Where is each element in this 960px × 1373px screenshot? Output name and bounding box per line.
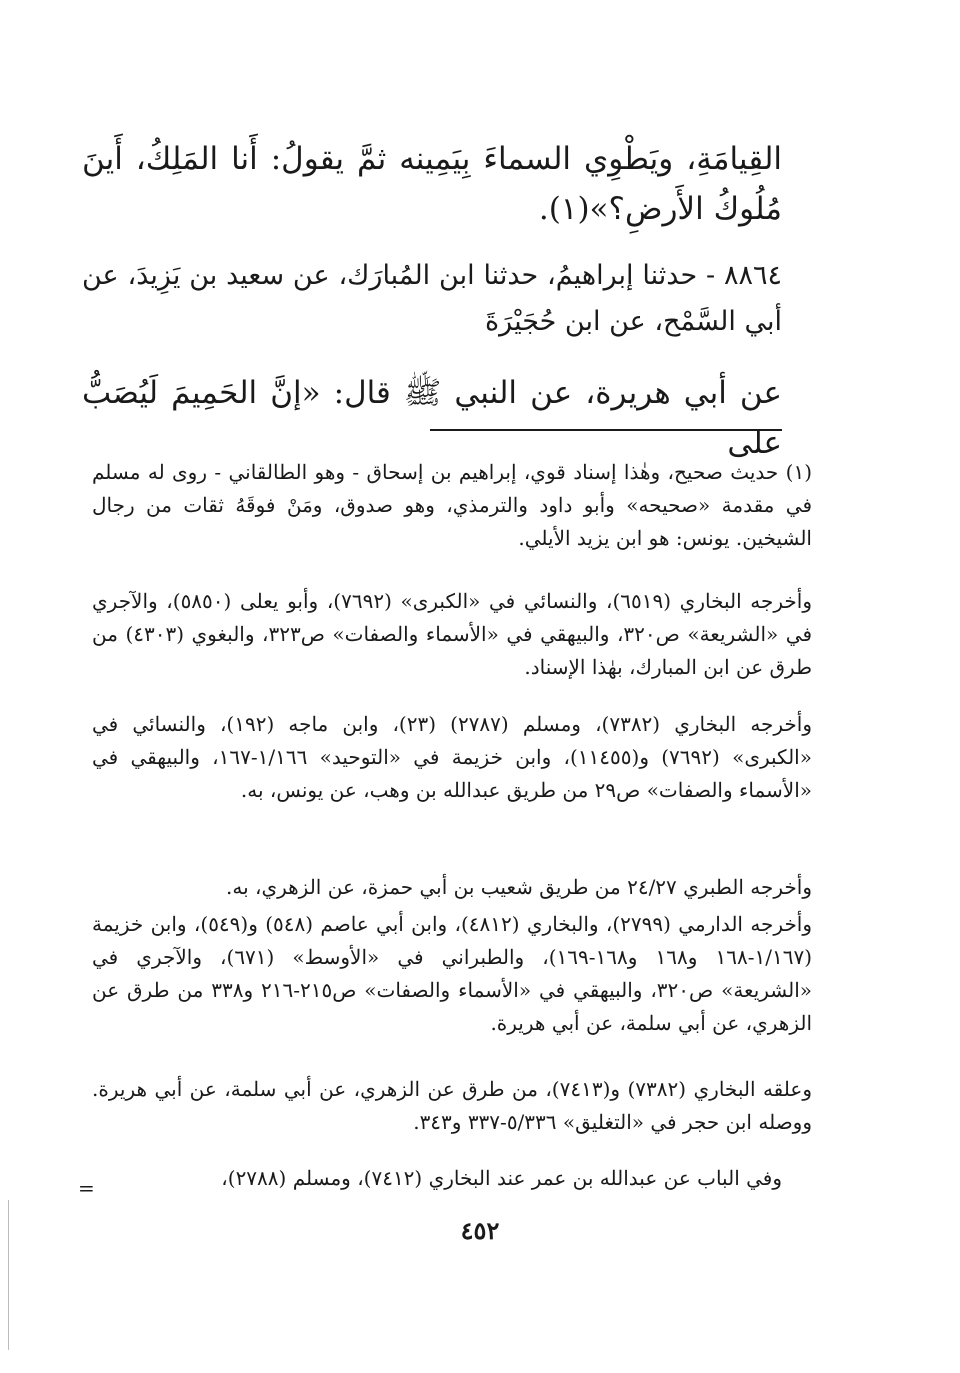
footnote-separator bbox=[430, 429, 782, 431]
continuation-mark: = bbox=[78, 1176, 95, 1200]
footnote-paragraph: وأخرجه الدارمي (٢٧٩٩)، والبخاري (٤٨١٢)، وابن أبي عاصم (٥٤٨) و(٥٤٩)، وابن خزيمة (١/١٦٧-١٦٨ و١٦٨ و١٦٨-١٦٩)، والطبراني في «الأوسط» (٦٧١)، والآجري في «الشريعة» ص٣٢٠، والبيهقي في «الأسماء والصفات» ص٢١٥-٢١٦ و٣٣٨ من طرق عن الزهري، عن أبي سلمة، عن أبي هريرة. bbox=[92, 912, 813, 1035]
footnote-paragraph: وأخرجه البخاري (٧٣٨٢)، ومسلم (٢٧٨٧) (٢٣)، وابن ماجه (١٩٢)، والنسائي في «الكبرى» (٧٦٩٢) و(١١٤٥٥)، وابن خزيمة في «التوحيد» ١/١٦٦-١٦٧، والبيهقي في «الأسماء والصفات» ص٢٩ من طريق عبدالله بن وهب، عن يونس، به. bbox=[92, 712, 813, 802]
page-edge-line bbox=[8, 1200, 9, 1350]
footnote-paragraph: وأخرجه البخاري (٦٥١٩)، والنسائي في «الكبرى» (٧٦٩٢)، وأبو يعلى (٥٨٥٠)، والآجري في «الشريعة» ص٣٢٠، والبيهقي في «الأسماء والصفات» ص٣٢٣، والبغوي (٤٣٠٣) من طرق عن ابن المبارك، بهٰذا الإسناد. bbox=[92, 589, 813, 679]
page-number: ٤٥٢ bbox=[460, 1216, 500, 1245]
footnote-paragraph: وعلقه البخاري (٧٣٨٢) و(٧٤١٣)، من طرق عن الزهري، عن أبي سلمة، عن أبي هريرة. ووصله ابن حجر في «التغليق» ٥/٣٣٦-٣٣٧ و٣٤٣. bbox=[92, 1077, 812, 1134]
footnote-paragraph: وفي الباب عن عبدالله بن عمر عند البخاري (٧٤١٢)، ومسلم (٢٧٨٨)، bbox=[221, 1166, 782, 1190]
hadith-isnad: ٨٨٦٤ - حدثنا إبراهيمُ، حدثنا ابن المُبارَك، عن سعيد بن يَزِيدَ، عن أبي السَّمْح، عن ابن حُجَيْرَةَ bbox=[82, 260, 782, 337]
hadith-text-continuation: القِيامَةِ، ويَطْوِي السماءَ بِيَمِينه ثمَّ يقولُ: أَنا المَلِكُ، أَينَ مُلُوكُ الأَرضِ؟»(١). bbox=[82, 141, 782, 227]
footnote-1: (١) حديث صحيح، وهٰذا إسناد قوي، إبراهيم بن إسحاق - وهو الطالقاني - روى له مسلم في مقدمة «صحيحه» وأبو داود والترمذي، وهو صدوق، ومَنْ فوقَهُ ثقات من رجال الشيخين. يونس: هو ابن يزيد الأيلي. bbox=[92, 460, 812, 550]
hadith-text: عن أبي هريرة، عن النبي ﷺ قال: «إنَّ الحَمِيمَ لَيُصَبُّ على bbox=[82, 375, 782, 461]
footnote-paragraph: وأخرجه الطبري ٢٤/٢٧ من طريق شعيب بن أبي حمزة، عن الزهري، به. bbox=[225, 875, 812, 899]
